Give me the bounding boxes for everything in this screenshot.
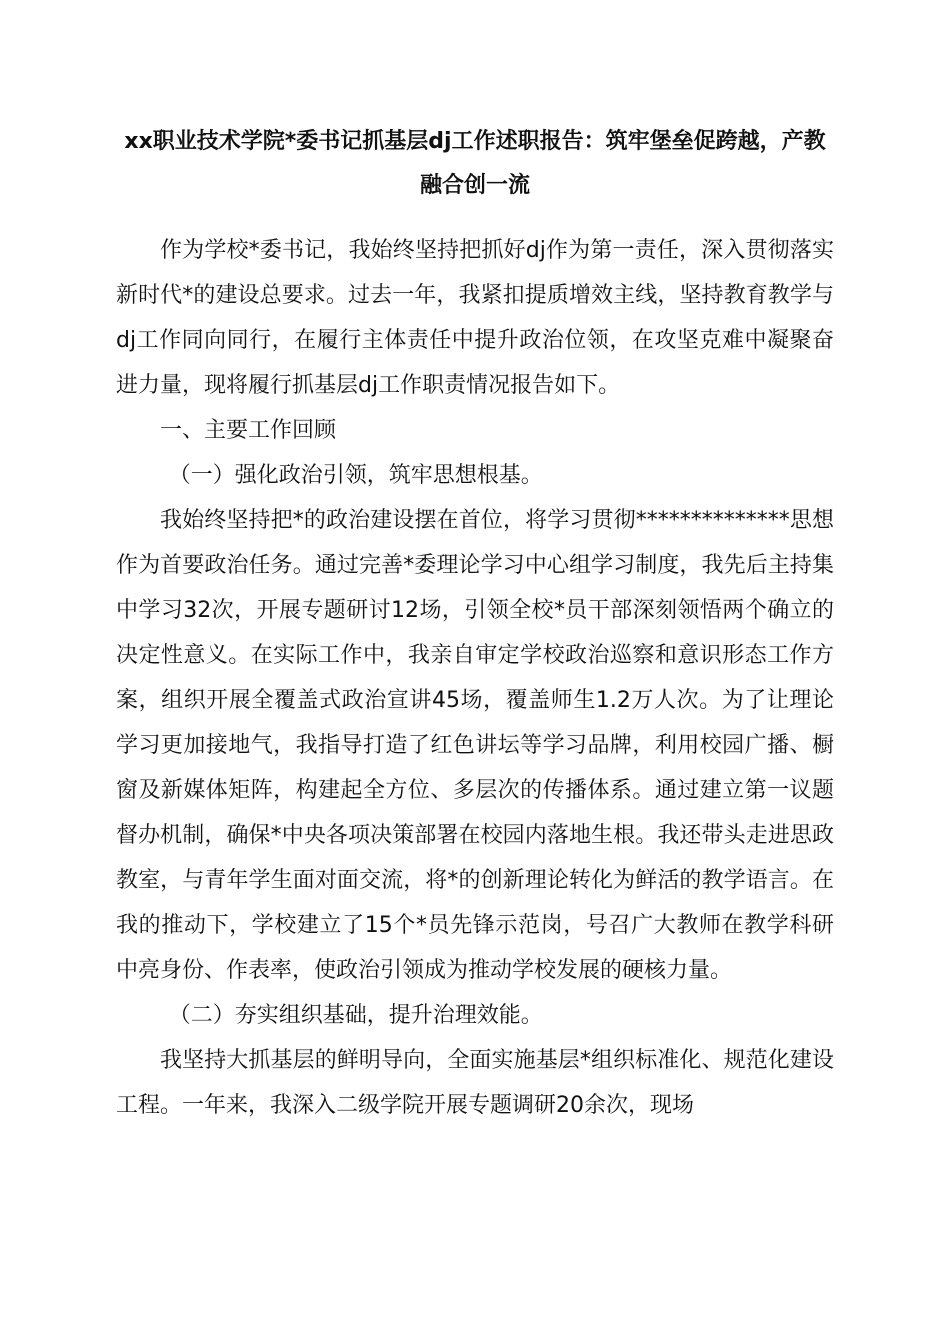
document-body	[116, 228, 834, 1128]
subsection-heading-1: （一）强化政治引领，筑牢思想根基。	[168, 463, 543, 488]
subsection-heading-2: （二）夯实组织基础，提升治理效能。	[168, 1003, 543, 1028]
document-title: xx职业技术学院*委书记抓基层dj工作述职报告：筑牢堡垒促跨越，产教融合创一流	[124, 129, 826, 198]
body-paragraph-2: 我坚持大抓基层的鲜明导向，全面实施基层*组织标准化、规范化建设工程。一年来，我深入二级学院开展专题调研20余次，现场	[116, 1048, 834, 1118]
section-heading: 一、主要工作回顾	[160, 418, 337, 443]
body-paragraph-1: 我始终坚持把*的政治建设摆在首位，将学习贯彻**************思想作为首要政治任务。通过完善*委理论学习中心组学习制度，我先后主持集中学习32次，开展专题研讨12场，引领全校*员干部深刻领悟两个确立的决定性意义。在实际工作中，我亲自审定学校政治巡察和意识形态工作方案，组织开展全覆盖式政治宣讲45场，覆盖师生1.2万人次。为了让理论学习更加接地气，我指导打造了红色讲坛等学习品牌，利用校园广播、橱窗及新媒体矩阵，构建起全方位、多层次的传播体系。通过建立第一议题督办机制，确保*中央各项决策部署在校园内落地生根。我还带头走进思政教室，与青年学生面对面交流，将*的创新理论转化为鲜活的教学语言。在我的推动下，学校建立了15个*员先锋示范岗，号召广大教师在教学科研中亮身份、作表率，使政治引领成为推动学校发展的硬核力量。	[116, 508, 834, 983]
intro-paragraph: 作为学校*委书记，我始终坚持把抓好dj作为第一责任，深入贯彻落实新时代*的建设总要求。过去一年，我紧扣提质增效主线，坚持教育教学与dj工作同向同行，在履行主体责任中提升政治位领，在攻坚克难中凝聚奋进力量，现将履行抓基层dj工作职责情况报告如下。	[116, 238, 834, 398]
